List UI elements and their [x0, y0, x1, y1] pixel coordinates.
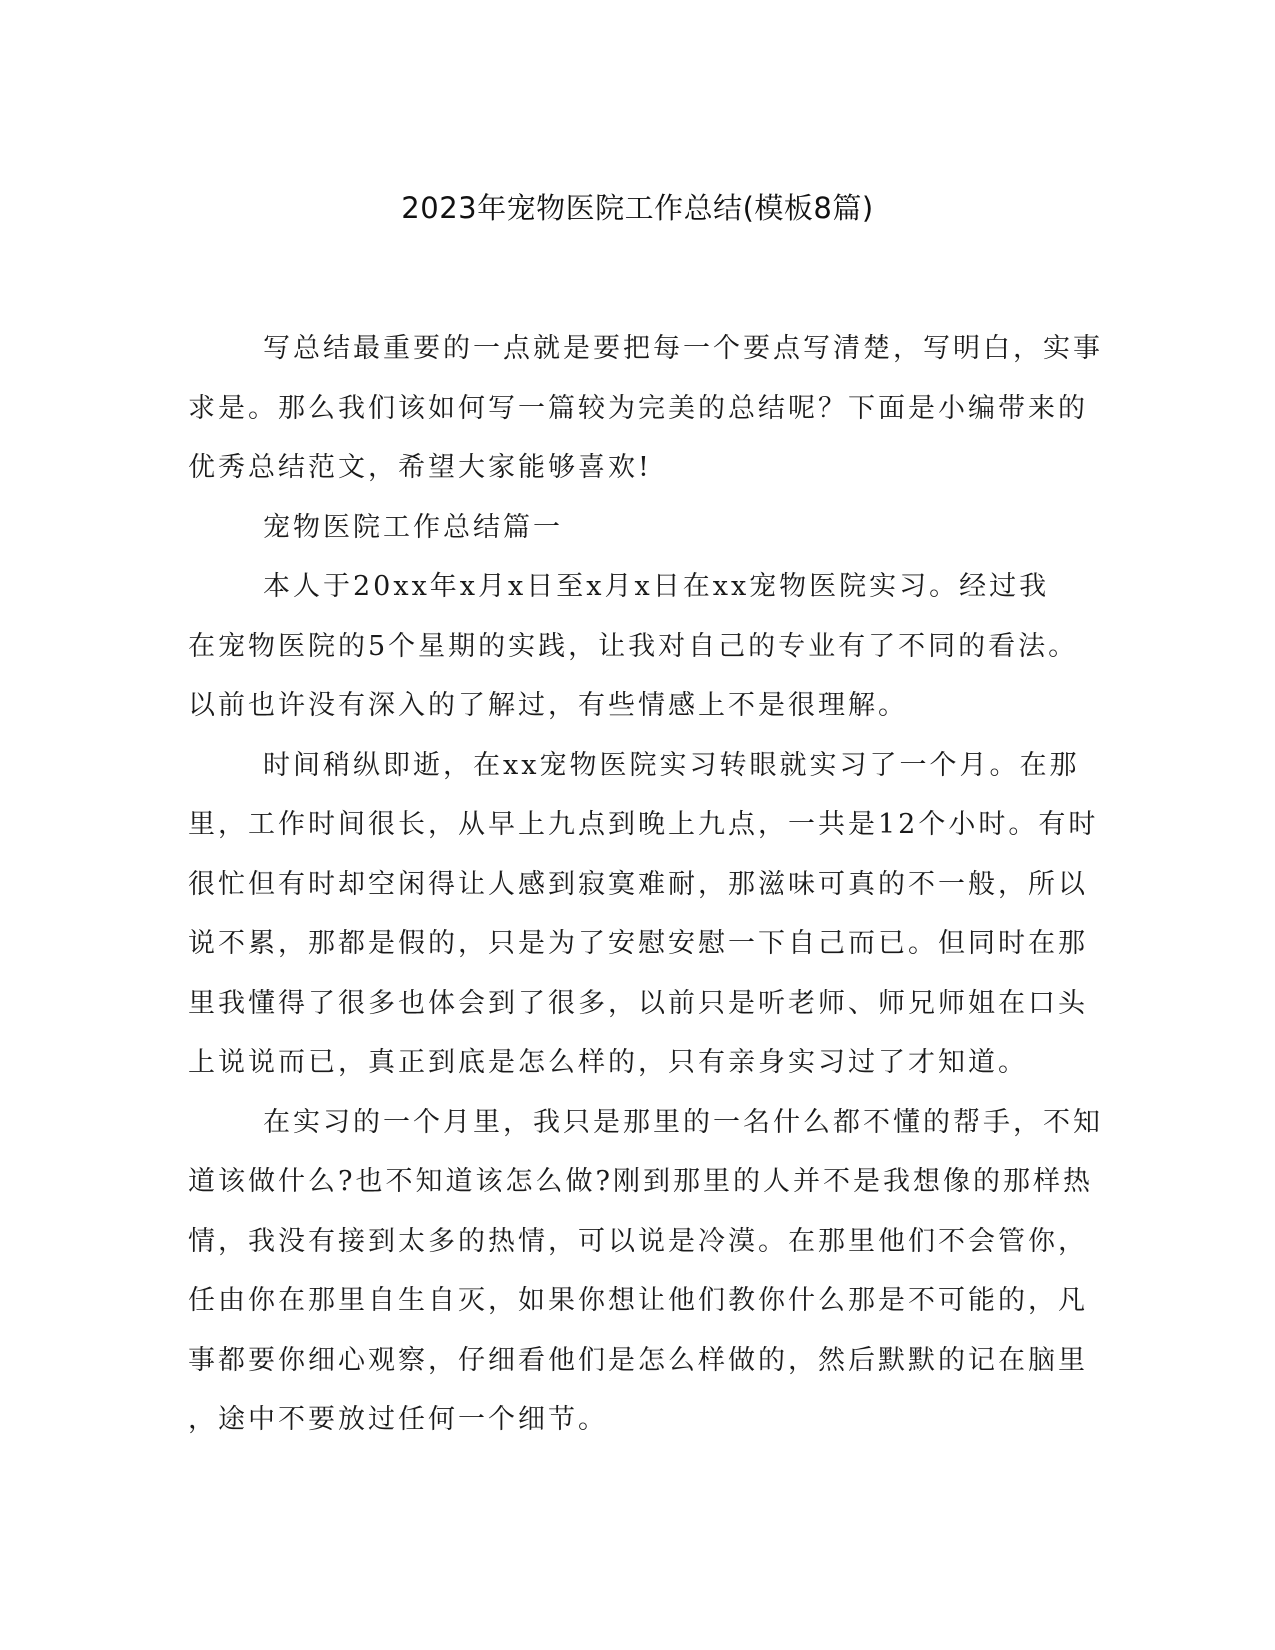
paragraph-line: 情，我没有接到太多的热情，可以说是冷漠。在那里他们不会管你，: [188, 1225, 1088, 1257]
paragraph-line: 道该做什么?也不知道该怎么做?刚到那里的人并不是我想像的那样热: [188, 1166, 1093, 1197]
paragraph-line: 时间稍纵即逝，在xx宠物医院实习转眼就实习了一个月。在那: [263, 749, 1080, 781]
paragraph-line: 里我懂得了很多也体会到了很多，以前只是听老师、师兄师姐在口头: [188, 987, 1088, 1019]
paragraph-line: 任由你在那里自生自灭，如果你想让他们教你什么那是不可能的，凡: [188, 1285, 1088, 1316]
paragraph-line: 在实习的一个月里，我只是那里的一名什么都不懂的帮手，不知: [263, 1106, 1103, 1138]
paragraph-line: 写总结最重要的一点就是要把每一个要点写清楚，写明白，实事: [263, 333, 1103, 364]
paragraph-line: 事都要你细心观察，仔细看他们是怎么样做的，然后默默的记在脑里: [188, 1344, 1088, 1376]
paragraph-line: ，途中不要放过任何一个细节。: [188, 1404, 608, 1435]
paragraph-line: 求是。那么我们该如何写一篇较为完美的总结呢？下面是小编带来的: [188, 392, 1088, 424]
paragraph-line: 优秀总结范文，希望大家能够喜欢!: [188, 452, 652, 483]
paragraph-line: 里，工作时间很长，从早上九点到晚上九点，一共是12个小时。有时: [188, 809, 1099, 840]
paragraph-line: 很忙但有时却空闲得让人感到寂寞难耐，那滋味可真的不一般，所以: [188, 868, 1088, 900]
paragraph-line: 说不累，那都是假的，只是为了安慰安慰一下自己而已。但同时在那: [188, 928, 1088, 959]
document-body: [188, 319, 1103, 1450]
document-title: 2023年宠物医院工作总结(模板8篇): [401, 191, 874, 225]
paragraph-line: 在宠物医院的5个星期的实践，让我对自己的专业有了不同的看法。: [188, 630, 1079, 662]
paragraph-line: 以前也许没有深入的了解过，有些情感上不是很理解。: [188, 690, 908, 721]
section-heading: 宠物医院工作总结篇一: [263, 511, 563, 543]
paragraph-line: 本人于20xx年x月x日至x月x日在xx宠物医院实习。经过我: [263, 571, 1050, 602]
paragraph-line: 上说说而已，真正到底是怎么样的，只有亲身实习过了才知道。: [188, 1047, 1028, 1078]
